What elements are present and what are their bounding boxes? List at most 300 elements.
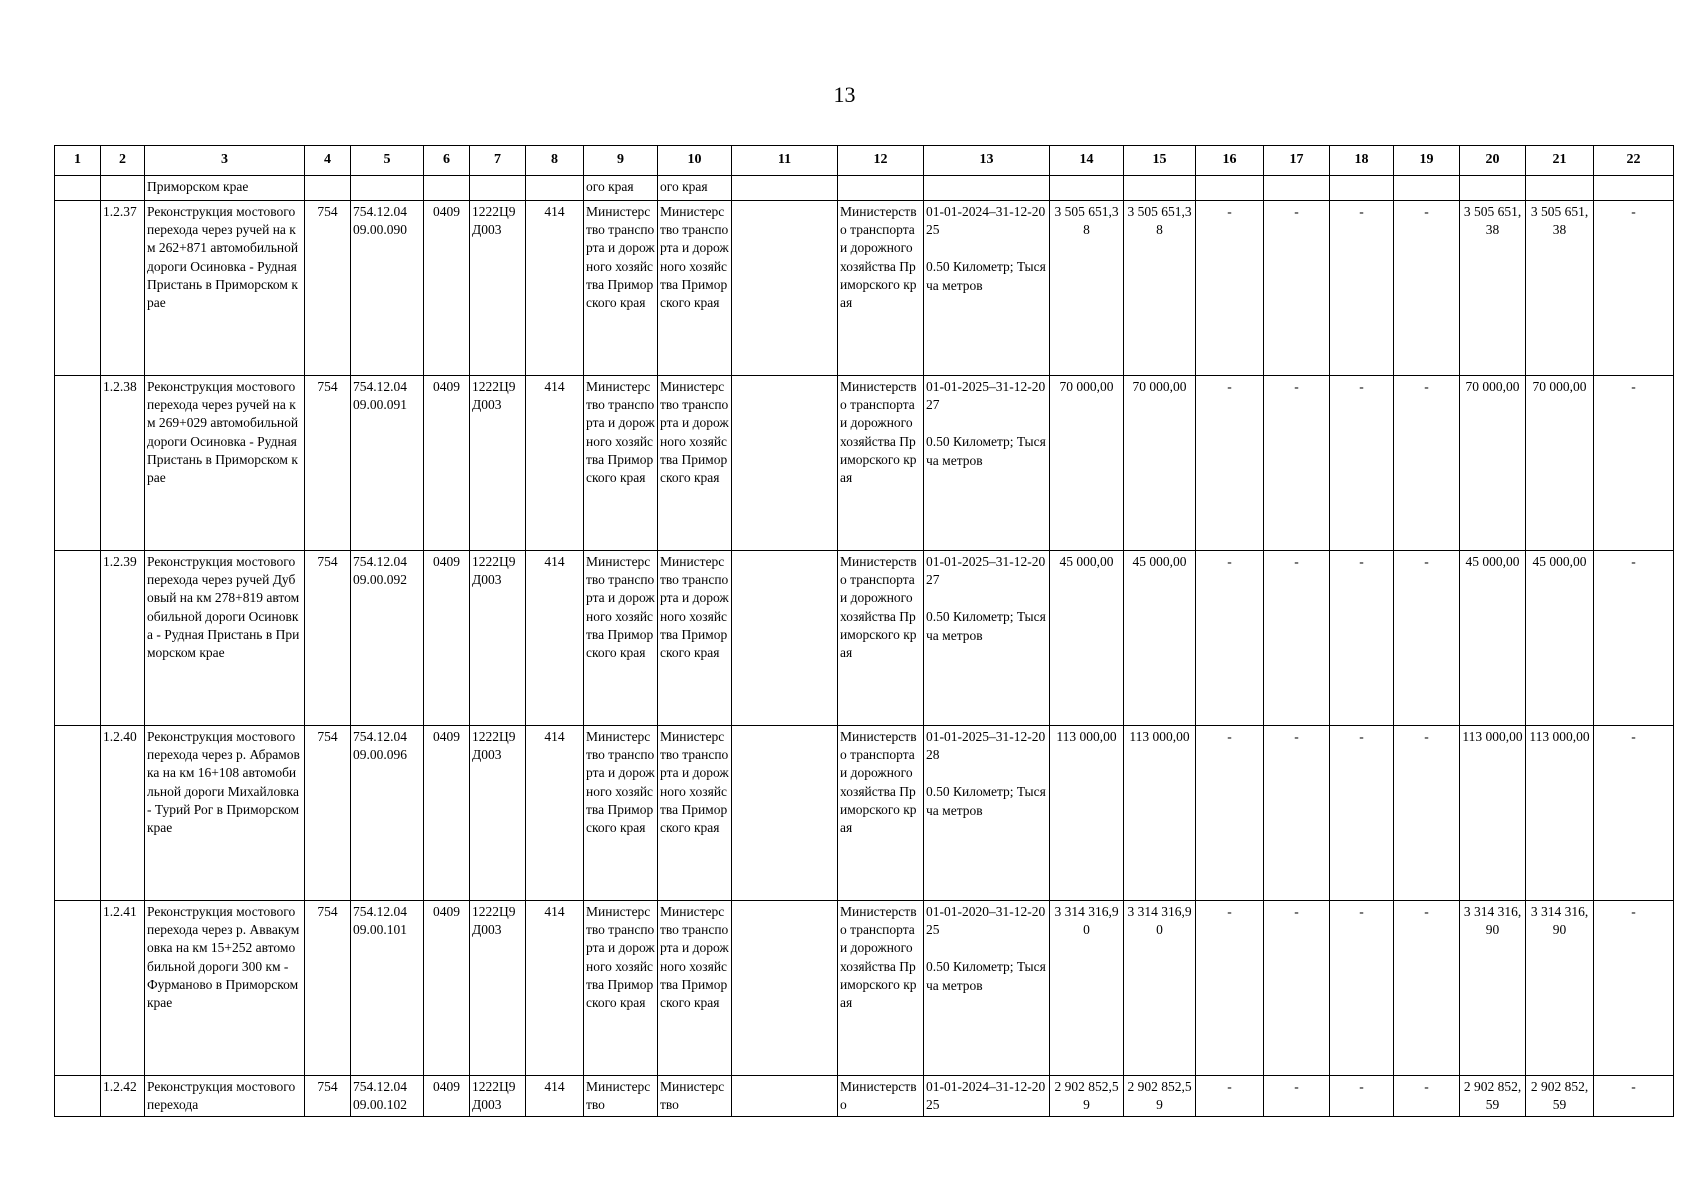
cell-12-text: Министерство транспорта и дорожного хозяйства Приморского края	[840, 904, 917, 1011]
cell-10	[658, 901, 732, 1076]
cell-16-text: -	[1227, 204, 1232, 219]
column-header-16: 16	[1196, 146, 1264, 176]
cell-9	[584, 201, 658, 376]
cell-9: ого края	[584, 176, 658, 201]
spacer	[926, 939, 1047, 958]
column-header-18: 18	[1330, 146, 1394, 176]
cell-22	[1594, 201, 1674, 376]
cell-6	[424, 201, 470, 376]
cell-2	[101, 176, 145, 201]
cell-15	[1124, 201, 1196, 376]
cell-12-text: Министерство транспорта и дорожного хозяйства Приморского края	[840, 379, 917, 486]
cell-4-text: 754	[317, 554, 338, 569]
cell-1	[55, 901, 101, 1076]
cell-21-text: 70 000,00	[1532, 379, 1587, 394]
cell-10-text: Министерство транспорта и дорожного хозяйства Приморского края	[660, 729, 729, 836]
cell-9-text: Министерство транспорта и дорожного хозяйства Приморского края	[586, 729, 655, 836]
cell-21-text: 3 314 316,90	[1530, 904, 1589, 938]
cell-6-text: 0409	[433, 379, 460, 394]
item-number	[101, 726, 145, 901]
cell-13	[924, 201, 1050, 376]
cell-13-text: 0.50 Километр; Тысяча метров	[926, 609, 1046, 643]
cell-16	[1196, 901, 1264, 1076]
cell-13	[924, 901, 1050, 1076]
cell-20	[1460, 726, 1526, 901]
cell-22-text: -	[1631, 554, 1636, 569]
item-name	[145, 201, 305, 376]
column-header-2: 2	[101, 146, 145, 176]
table-row	[55, 551, 1674, 726]
cell-5-text: 754.12.04	[353, 904, 407, 919]
cell-7	[470, 1076, 526, 1117]
cell-5-text: 754.12.04	[353, 554, 407, 569]
column-header-14: 14	[1050, 146, 1124, 176]
cell-19-text: -	[1424, 379, 1429, 394]
cell-21	[1526, 551, 1594, 726]
cell-7-text: 1222Ц9	[472, 904, 516, 919]
cell-8	[526, 376, 584, 551]
cell-15-text: 70 000,00	[1132, 379, 1187, 394]
cell-20	[1460, 1076, 1526, 1117]
cell-13	[924, 551, 1050, 726]
cell-6	[424, 176, 470, 201]
cell-11	[732, 176, 838, 201]
cell-18-text: -	[1359, 379, 1364, 394]
table-row	[55, 901, 1674, 1076]
item-number-text: 1.2.39	[103, 554, 137, 569]
cell-10	[658, 201, 732, 376]
cell-19-text: -	[1424, 554, 1429, 569]
spacer	[926, 414, 1047, 433]
cell-6	[424, 726, 470, 901]
column-header-3: 3	[145, 146, 305, 176]
cell-22-text: -	[1631, 904, 1636, 919]
cell-14-text: 3 314 316,90	[1054, 904, 1119, 938]
cell-7	[470, 551, 526, 726]
item-number	[101, 901, 145, 1076]
cell-16	[1196, 1076, 1264, 1117]
cell-6	[424, 901, 470, 1076]
item-number	[101, 201, 145, 376]
cell-4	[305, 176, 351, 201]
cell-6	[424, 376, 470, 551]
cell-8	[526, 1076, 584, 1117]
cell-9	[584, 726, 658, 901]
cell-9-text: Министерство транспорта и дорожного хозяйства Приморского края	[586, 204, 655, 311]
cell-18	[1330, 726, 1394, 901]
cell-13-text: 01-01-2025–31-12-2027	[926, 379, 1046, 413]
cell-5	[351, 176, 424, 201]
cell-10	[658, 376, 732, 551]
cell-19	[1394, 1076, 1460, 1117]
column-header-10: 10	[658, 146, 732, 176]
table-row	[55, 201, 1674, 376]
cell-15-text: 3 505 651,38	[1127, 204, 1192, 238]
cell-5-text: 754.12.04	[353, 729, 407, 744]
cell-8	[526, 201, 584, 376]
cell-1	[55, 176, 101, 201]
cell-6-text: 0409	[433, 904, 460, 919]
item-name	[145, 376, 305, 551]
cell-12	[838, 901, 924, 1076]
cell-13	[924, 726, 1050, 901]
cell-15	[1124, 551, 1196, 726]
cell-17-text: -	[1294, 554, 1299, 569]
cell-6	[424, 1076, 470, 1117]
cell-5-text: 09.00.092	[353, 572, 407, 588]
cell-19	[1394, 201, 1460, 376]
cell-18	[1330, 201, 1394, 376]
cell-4	[305, 726, 351, 901]
cell-12	[838, 176, 924, 201]
cell-21-text: 45 000,00	[1532, 554, 1587, 569]
cell-4-text: 754	[317, 904, 338, 919]
cell-10: ого края	[658, 176, 732, 201]
cell-20-text: 70 000,00	[1465, 379, 1520, 394]
cell-18-text: -	[1359, 204, 1364, 219]
cell-19	[1394, 176, 1460, 201]
cell-21-text: 113 000,00	[1529, 729, 1590, 744]
cell-11	[732, 1076, 838, 1117]
cell-4	[305, 376, 351, 551]
cell-15	[1124, 176, 1196, 201]
column-header-20: 20	[1460, 146, 1526, 176]
cell-4-text: 754	[317, 204, 338, 219]
column-header-21: 21	[1526, 146, 1594, 176]
cell-4	[305, 551, 351, 726]
cell-13	[924, 1076, 1050, 1117]
cell-18-text: -	[1359, 554, 1364, 569]
cell-7-text: Д003	[472, 572, 502, 588]
cell-14-text: 3 505 651,38	[1054, 204, 1119, 238]
page-number: 13	[833, 82, 856, 107]
cell-5-text: 754.12.04	[353, 379, 407, 394]
cell-5-text: 09.00.101	[353, 922, 407, 938]
cell-14	[1050, 901, 1124, 1076]
item-name-text: Реконструкция мостового перехода через р. Аввакумовка на км 15+252 автомобильной дороги 300 км - Фурманово в Приморском крае	[147, 904, 300, 1011]
cell-15-text: 2 902 852,59	[1127, 1079, 1192, 1113]
cell-20-text: 3 314 316,90	[1463, 904, 1522, 938]
cell-8-text: 414	[544, 554, 565, 569]
cell-20	[1460, 376, 1526, 551]
cell-5	[351, 201, 424, 376]
item-number	[101, 1076, 145, 1117]
cell-21	[1526, 201, 1594, 376]
cell-4	[305, 1076, 351, 1117]
cell-17-text: -	[1294, 729, 1299, 744]
cell-8-text: 414	[544, 379, 565, 394]
cell-16-text: -	[1227, 554, 1232, 569]
spacer	[926, 239, 1047, 258]
cell-12	[838, 376, 924, 551]
cell-7-text: 1222Ц9	[472, 729, 516, 744]
column-header-7: 7	[470, 146, 526, 176]
cell-4	[305, 201, 351, 376]
cell-12	[838, 551, 924, 726]
cell-21	[1526, 726, 1594, 901]
cell-19	[1394, 901, 1460, 1076]
cell-19-text: -	[1424, 904, 1429, 919]
cell-5	[351, 901, 424, 1076]
cell-15	[1124, 1076, 1196, 1117]
cell-18-text: -	[1359, 729, 1364, 744]
cell-16-text: -	[1227, 379, 1232, 394]
cell-20	[1460, 176, 1526, 201]
cell-9-text: Министерство	[586, 1079, 651, 1113]
cell-11	[732, 726, 838, 901]
column-header-11: 11	[732, 146, 838, 176]
cell-13	[924, 376, 1050, 551]
column-header-9: 9	[584, 146, 658, 176]
cell-7-text: 1222Ц9	[472, 554, 516, 569]
cell-12-text: Министерство транспорта и дорожного хозяйства Приморского края	[840, 204, 917, 311]
program-table	[54, 145, 1674, 1117]
cell-13-text: 0.50 Километр; Тысяча метров	[926, 784, 1046, 818]
cell-1	[55, 376, 101, 551]
cell-16	[1196, 551, 1264, 726]
column-header-22: 22	[1594, 146, 1674, 176]
item-name-text: Реконструкция мостового перехода через р. Абрамовка на км 16+108 автомобильной дороги Михайловка - Турий Рог в Приморском крае	[147, 729, 300, 836]
cell-21	[1526, 176, 1594, 201]
cell-11	[732, 201, 838, 376]
cell-13-text: 0.50 Километр; Тысяча метров	[926, 959, 1046, 993]
cell-22	[1594, 1076, 1674, 1117]
cell-13-text: 01-01-2024–31-12-2025	[926, 1079, 1046, 1113]
cell-21-text: 2 902 852,59	[1530, 1079, 1589, 1113]
column-header-4: 4	[305, 146, 351, 176]
item-name-text: Реконструкция мостового перехода	[147, 1079, 296, 1113]
cell-14-text: 70 000,00	[1059, 379, 1114, 394]
cell-5-text: 754.12.04	[353, 1079, 407, 1094]
cell-18-text: -	[1359, 1079, 1364, 1094]
cell-20-text: 3 505 651,38	[1463, 204, 1522, 238]
item-name-text: Реконструкция мостового перехода через ручей на км 269+029 автомобильной дороги Осиновка - Рудная Пристань в Приморском крае	[147, 379, 299, 486]
cell-11	[732, 376, 838, 551]
cell-4-text: 754	[317, 1079, 338, 1094]
cell-16	[1196, 376, 1264, 551]
cell-9-text: Министерство транспорта и дорожного хозяйства Приморского края	[586, 379, 655, 486]
cell-5-text: 754.12.04	[353, 204, 407, 219]
cell-7-text: 1222Ц9	[472, 1079, 516, 1094]
cell-16	[1196, 176, 1264, 201]
cell-9	[584, 551, 658, 726]
cell-17	[1264, 176, 1330, 201]
cell-9	[584, 1076, 658, 1117]
cell-22	[1594, 376, 1674, 551]
cell-15-text: 113 000,00	[1129, 729, 1190, 744]
cell-6-text: 0409	[433, 204, 460, 219]
cell-16	[1196, 201, 1264, 376]
cell-7	[470, 726, 526, 901]
cell-14	[1050, 551, 1124, 726]
cell-17	[1264, 726, 1330, 901]
column-header-12: 12	[838, 146, 924, 176]
cell-22-text: -	[1631, 204, 1636, 219]
cell-21	[1526, 376, 1594, 551]
cell-1	[55, 201, 101, 376]
cell-10-text: Министерство транспорта и дорожного хозяйства Приморского края	[660, 554, 729, 661]
item-number-text: 1.2.42	[103, 1079, 137, 1094]
cell-7	[470, 376, 526, 551]
cell-18-text: -	[1359, 904, 1364, 919]
cell-11	[732, 551, 838, 726]
cell-5-text: 09.00.091	[353, 397, 407, 413]
item-name	[145, 1076, 305, 1117]
cell-9-text: Министерство транспорта и дорожного хозяйства Приморского края	[586, 554, 655, 661]
cell-7-text: Д003	[472, 747, 502, 763]
cell-20-text: 45 000,00	[1465, 554, 1520, 569]
cell-1	[55, 551, 101, 726]
cell-13-text: 01-01-2020–31-12-2025	[926, 904, 1046, 938]
cell-10-text: Министерство транспорта и дорожного хозяйства Приморского края	[660, 204, 729, 311]
column-header-1: 1	[55, 146, 101, 176]
cell-17	[1264, 551, 1330, 726]
cell-7-text: Д003	[472, 397, 502, 413]
cell-22-text: -	[1631, 729, 1636, 744]
cell-14	[1050, 1076, 1124, 1117]
cell-17	[1264, 1076, 1330, 1117]
cell-5-text: 09.00.102	[353, 1097, 407, 1113]
cell-21	[1526, 901, 1594, 1076]
cell-22-text: -	[1631, 1079, 1636, 1094]
item-number-text: 1.2.41	[103, 904, 137, 919]
cell-14-text: 2 902 852,59	[1054, 1079, 1119, 1113]
cell-13-text: 01-01-2025–31-12-2028	[926, 729, 1046, 763]
cell-18	[1330, 551, 1394, 726]
cell-14	[1050, 376, 1124, 551]
cell-6-text: 0409	[433, 729, 460, 744]
cell-15	[1124, 901, 1196, 1076]
cell-8	[526, 901, 584, 1076]
cell-16-text: -	[1227, 729, 1232, 744]
column-header-8: 8	[526, 146, 584, 176]
cell-22	[1594, 901, 1674, 1076]
table-row	[55, 376, 1674, 551]
cell-10-text: Министерство транспорта и дорожного хозяйства Приморского края	[660, 379, 729, 486]
cell-21-text: 3 505 651,38	[1530, 204, 1589, 238]
column-header-13: 13	[924, 146, 1050, 176]
cell-14	[1050, 726, 1124, 901]
cell-8-text: 414	[544, 729, 565, 744]
cell-15	[1124, 726, 1196, 901]
cell-20	[1460, 551, 1526, 726]
cell-7	[470, 176, 526, 201]
cell-19-text: -	[1424, 729, 1429, 744]
cell-6	[424, 551, 470, 726]
cell-16	[1196, 726, 1264, 901]
item-number-text: 1.2.38	[103, 379, 137, 394]
cell-5	[351, 376, 424, 551]
cell-17-text: -	[1294, 379, 1299, 394]
cell-8-text: 414	[544, 904, 565, 919]
cell-6-text: 0409	[433, 554, 460, 569]
cell-1	[55, 726, 101, 901]
cell-17	[1264, 901, 1330, 1076]
cell-7-text: Д003	[472, 1097, 502, 1113]
cell-9	[584, 901, 658, 1076]
cell-10	[658, 726, 732, 901]
cell-14-text: 45 000,00	[1059, 554, 1114, 569]
cell-21	[1526, 1076, 1594, 1117]
cell-17-text: -	[1294, 204, 1299, 219]
table-row-partial	[55, 1076, 1674, 1117]
column-header-19: 19	[1394, 146, 1460, 176]
cell-14-text: 113 000,00	[1056, 729, 1117, 744]
item-name	[145, 551, 305, 726]
cell-22	[1594, 176, 1674, 201]
cell-11	[732, 901, 838, 1076]
cell-3: Приморском крае	[145, 176, 305, 201]
cell-7	[470, 901, 526, 1076]
table-body	[55, 176, 1674, 1117]
item-number	[101, 551, 145, 726]
cell-15-text: 45 000,00	[1132, 554, 1187, 569]
cell-19-text: -	[1424, 1079, 1429, 1094]
cell-5-text: 09.00.090	[353, 222, 407, 238]
cell-9	[584, 376, 658, 551]
cell-4	[305, 901, 351, 1076]
item-number-text: 1.2.37	[103, 204, 137, 219]
cell-17-text: -	[1294, 1079, 1299, 1094]
cell-9-text: Министерство транспорта и дорожного хозяйства Приморского края	[586, 904, 655, 1011]
item-name	[145, 901, 305, 1076]
column-header-6: 6	[424, 146, 470, 176]
cell-18	[1330, 376, 1394, 551]
item-number	[101, 376, 145, 551]
cell-19	[1394, 726, 1460, 901]
cell-8-text: 414	[544, 204, 565, 219]
cell-4-text: 754	[317, 379, 338, 394]
cell-16-text: -	[1227, 904, 1232, 919]
cell-15-text: 3 314 316,90	[1127, 904, 1192, 938]
cell-5	[351, 726, 424, 901]
cell-13	[924, 176, 1050, 201]
cell-10-text: Министерство транспорта и дорожного хозяйства Приморского края	[660, 904, 729, 1011]
cell-4-text: 754	[317, 729, 338, 744]
cell-14	[1050, 201, 1124, 376]
cell-15	[1124, 376, 1196, 551]
cell-18	[1330, 176, 1394, 201]
cell-7-text: Д003	[472, 922, 502, 938]
item-number-text: 1.2.40	[103, 729, 137, 744]
cell-6-text: 0409	[433, 1079, 460, 1094]
cell-17	[1264, 376, 1330, 551]
cell-8	[526, 176, 584, 201]
cell-20-text: 2 902 852,59	[1463, 1079, 1522, 1113]
cell-19-text: -	[1424, 204, 1429, 219]
cell-18	[1330, 1076, 1394, 1117]
column-header-15: 15	[1124, 146, 1196, 176]
cell-22-text: -	[1631, 379, 1636, 394]
cell-14	[1050, 176, 1124, 201]
cell-5	[351, 551, 424, 726]
item-name	[145, 726, 305, 901]
cell-7	[470, 201, 526, 376]
cell-19	[1394, 551, 1460, 726]
cell-20	[1460, 901, 1526, 1076]
cell-7-text: 1222Ц9	[472, 379, 516, 394]
column-number-row	[55, 146, 1674, 176]
cell-7-text: Д003	[472, 222, 502, 238]
cell-22	[1594, 726, 1674, 901]
cell-13-text: 0.50 Километр; Тысяча метров	[926, 434, 1046, 468]
column-header-17: 17	[1264, 146, 1330, 176]
cell-12-text: Министерство	[840, 1079, 917, 1113]
cell-1	[55, 1076, 101, 1117]
cell-10-text: Министерство	[660, 1079, 725, 1113]
item-name-text: Реконструкция мостового перехода через ручей Дубовый на км 278+819 автомобильной дороги Осиновка - Рудная Пристань в Приморском крае	[147, 554, 300, 661]
cell-17-text: -	[1294, 904, 1299, 919]
